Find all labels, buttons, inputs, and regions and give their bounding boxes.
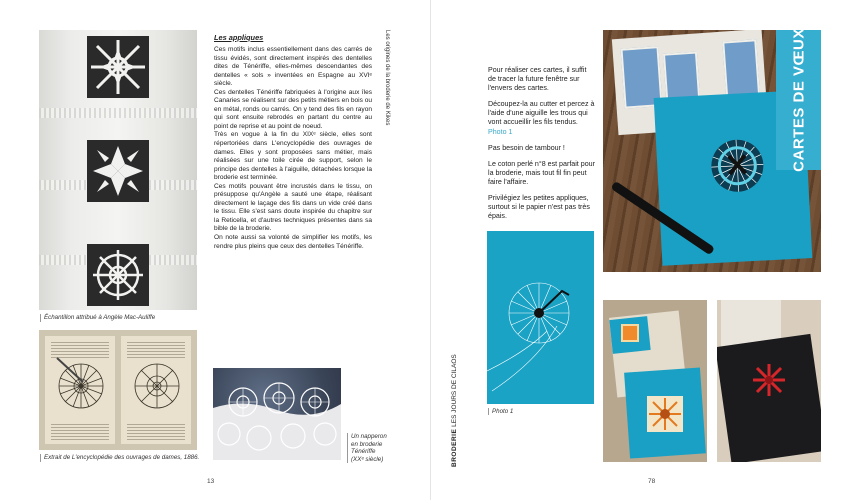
lace-motif: [87, 140, 149, 202]
cards-photo-left: [603, 300, 707, 462]
instruction: Découpez-la au cutter et percez à l'aide d'une aiguille les trous qui vont accueillir les fils tendus. Photo 1: [488, 100, 595, 136]
napperon-photo: [213, 368, 341, 460]
body-text: [214, 46, 372, 251]
paragraph: Très en vogue à la fin du XIXᵉ siècle, elles sont répertoriées dans L'encyclopédie des ouvrages de dames. Elles y sont proposées sans métier, mais réalisées sur une toile cirée de support, selon le principe des dentelles à l'aiguille, détachées lorsque la broderie est terminée.: [214, 131, 372, 182]
book-caption: Extrait de L'encyclopédie des ouvrages de dames, 1886.: [40, 454, 199, 462]
page-number: 13: [207, 478, 215, 485]
embroidered-flower-icon: [645, 394, 685, 434]
paragraph: Ces dentelles Ténériffe fabriquées à l'origine aux îles Canaries se réalisent sur des petits métiers en bois ou en métal, ronds ou carrés. On y tend des fils en rayon qui sont ensuite rebrodés en partant du centre au point de reprise et au point de noeud.: [214, 88, 372, 130]
instruction: Privilégiez les petites appliques, surtout si le papier n'est pas très épais.: [488, 194, 590, 221]
photo-1: [487, 231, 594, 404]
paragraph: Ces motifs inclus essentiellement dans des carrés de tissu évidés, sont directement inspirés des dentelles dites de Ténériffe, elles-mêmes descendantes des dentelles « sols » inventées en Espagne au XVIᵉ siècle.: [214, 46, 372, 88]
tenerife-diagram-icon: [53, 356, 109, 414]
sample-caption: Échantillon attribué à Angèle Mac-Auliffe: [40, 314, 155, 322]
book-side-label: BRODERIE LES JOURS DE CILAOS: [451, 354, 458, 467]
embroidered-star-icon: [749, 360, 789, 400]
lace-motif: [87, 244, 149, 306]
lace-sample-photo: [39, 30, 197, 310]
section-title: Les appliques: [214, 33, 264, 42]
section-banner: CARTES DE VŒUX: [776, 30, 821, 170]
left-page: [0, 0, 430, 500]
fabric-stripe: [39, 108, 197, 118]
instruction: Pour réaliser ces cartes, il suffit de tracer la future fenêtre sur l'envers des cartes.: [488, 66, 587, 93]
cards-photo-right: [717, 300, 821, 462]
napperon-caption: Un napperon en broderie Ténériffe (XXᵉ siècle): [347, 433, 421, 463]
instruction: Pas besoin de tambour !: [488, 143, 565, 152]
lace-motif: [87, 36, 149, 98]
instructions: [488, 66, 596, 228]
right-page: [431, 0, 861, 500]
page-number: 78: [648, 478, 656, 485]
instruction: Le coton perlé n°8 est parfait pour la broderie, mais tout fil fin peut faire l'affaire.: [488, 159, 595, 186]
tenerife-diagram-icon: [129, 356, 185, 414]
running-head: Les origines de la broderie de Kikes: [384, 30, 390, 126]
paragraph: Ces motifs pouvant être incrustés dans le tissu, on présuppose qu'Angèle a sauté une étape, réalisant directement le laçage des fils dans un vide créé dans le tissu. Elle s'est sans doute inspirée du chapitre sur la Reticella, et d'autres techniques présentes dans sa bible de la broderie.: [214, 182, 372, 233]
photo-1-caption: Photo 1: [488, 408, 513, 415]
paragraph: On note aussi sa volonté de simplifier les motifs, les rendre plus pleins que ceux des dentelles Ténériffe.: [214, 234, 372, 250]
encyclopedia-photo: [39, 330, 197, 450]
photo-reference: Photo 1: [488, 127, 513, 136]
